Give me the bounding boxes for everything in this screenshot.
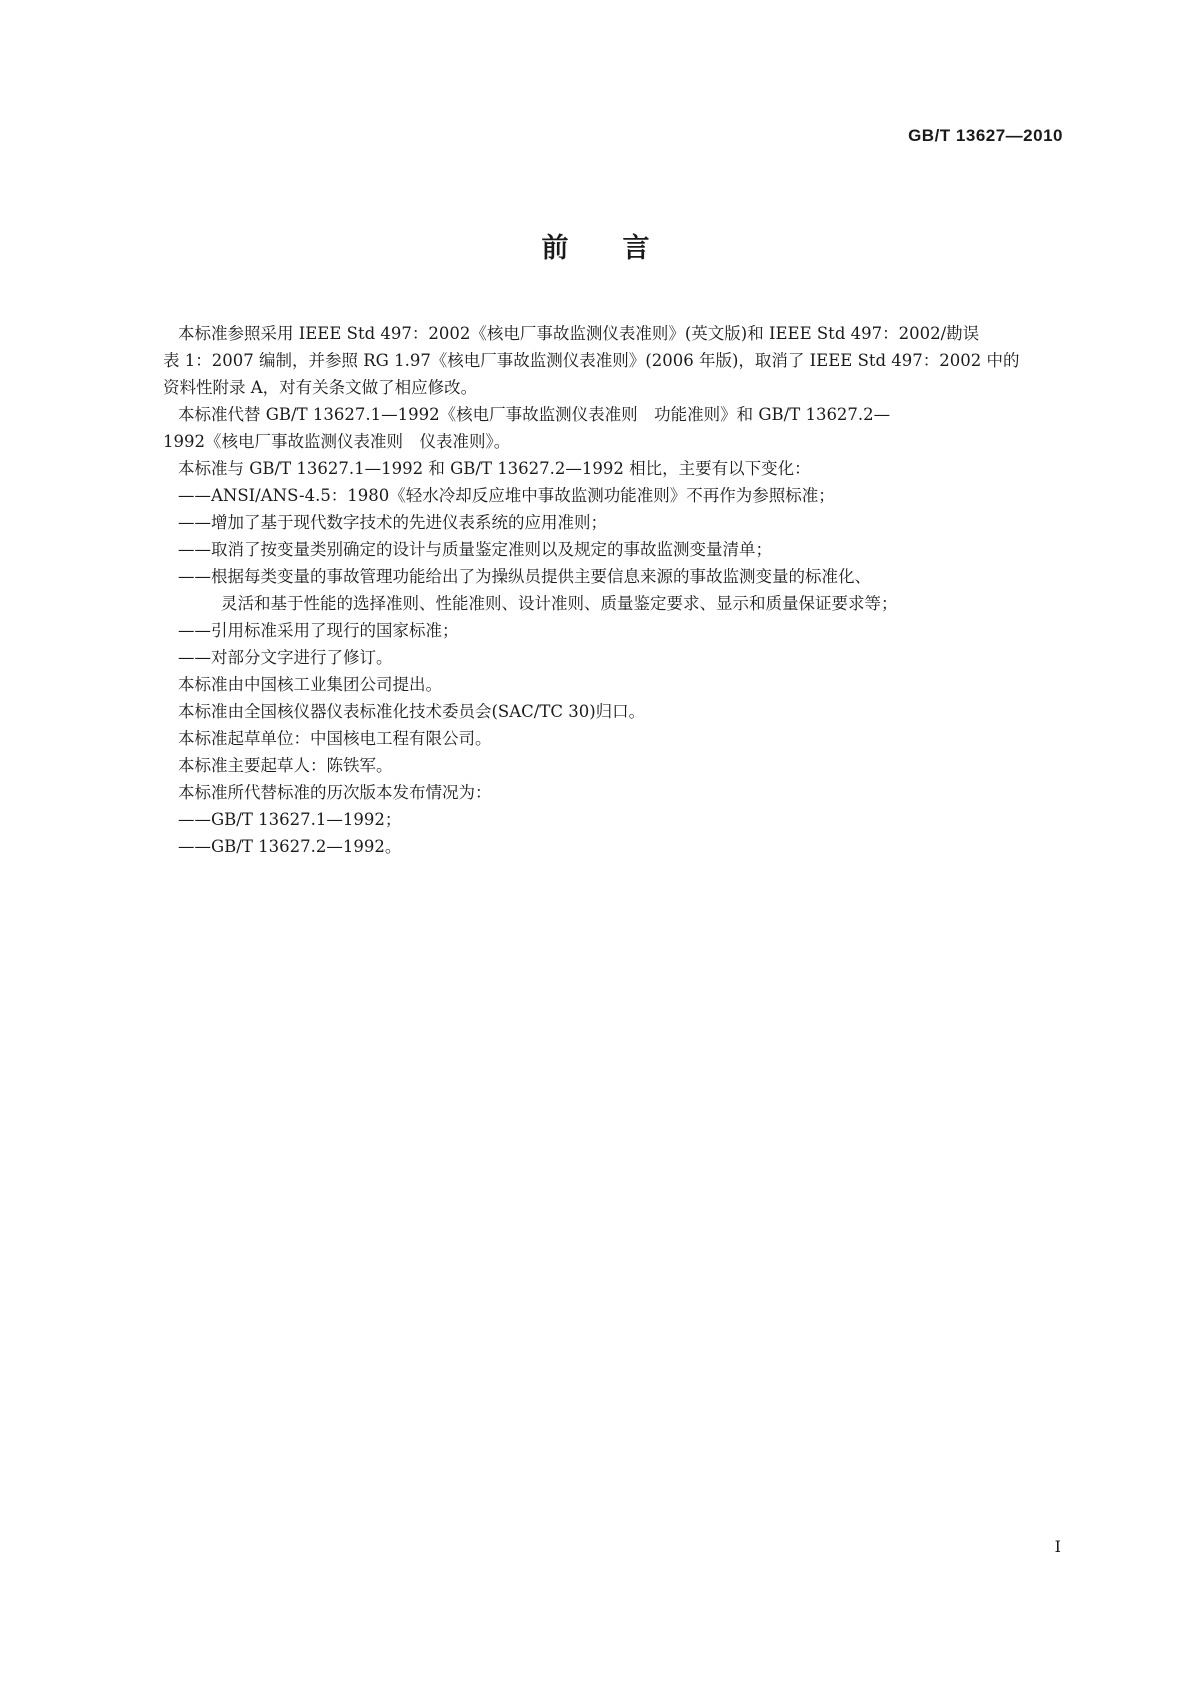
list-item: ——根据每类变量的事故管理功能给出了为操纵员提供主要信息来源的事故监测变量的标准化、 <box>178 567 871 586</box>
paragraph-line: 本标准所代替标准的历次版本发布情况为： <box>178 783 492 802</box>
paragraph-line: 本标准参照采用 IEEE Std 497：2002《核电厂事故监测仪表准则》(英文版)和 IEEE Std 497：2002/勘误 <box>178 324 980 343</box>
paragraph-line: 本标准由中国核工业集团公司提出。 <box>178 675 442 694</box>
paragraph-line: 本标准主要起草人：陈铁军。 <box>178 756 393 775</box>
paragraph-line: 1992《核电厂事故监测仪表准则 仪表准则》。 <box>163 432 511 451</box>
paragraph-line: 本标准起草单位：中国核电工程有限公司。 <box>178 729 492 748</box>
paragraph-line: 本标准与 GB/T 13627.1—1992 和 GB/T 13627.2—1992 相比，主要有以下变化： <box>178 459 811 478</box>
list-item-continuation: 灵活和基于性能的选择准则、性能准则、设计准则、质量鉴定要求、显示和质量保证要求等； <box>221 594 898 613</box>
list-item: ——对部分文字进行了修订。 <box>178 648 393 667</box>
paragraph-line: 本标准代替 GB/T 13627.1—1992《核电厂事故监测仪表准则 功能准则》和 GB/T 13627.2— <box>178 405 891 424</box>
standard-number: GB/T 13627—2010 <box>908 126 1063 145</box>
page-title: 前言 <box>541 233 704 264</box>
list-item: ——增加了基于现代数字技术的先进仪表系统的应用准则； <box>178 513 607 532</box>
document-body <box>163 320 1066 860</box>
paragraph-line: 资料性附录 A，对有关条文做了相应修改。 <box>163 378 478 397</box>
list-item: ——GB/T 13627.1—1992； <box>178 810 402 829</box>
page-number: I <box>1054 1537 1061 1556</box>
paragraph-line: 本标准由全国核仪器仪表标准化技术委员会(SAC/TC 30)归口。 <box>178 702 646 721</box>
list-item: ——GB/T 13627.2—1992。 <box>178 837 402 856</box>
list-item: ——引用标准采用了现行的国家标准； <box>178 621 459 640</box>
paragraph-line: 表 1：2007 编制，并参照 RG 1.97《核电厂事故监测仪表准则》(2006 年版)，取消了 IEEE Std 497：2002 中的 <box>163 351 1020 370</box>
list-item: ——取消了按变量类别确定的设计与质量鉴定准则以及规定的事故监测变量清单； <box>178 540 772 559</box>
list-item: ——ANSI/ANS-4.5：1980《轻水冷却反应堆中事故监测功能准则》不再作为参照标准； <box>178 486 835 505</box>
